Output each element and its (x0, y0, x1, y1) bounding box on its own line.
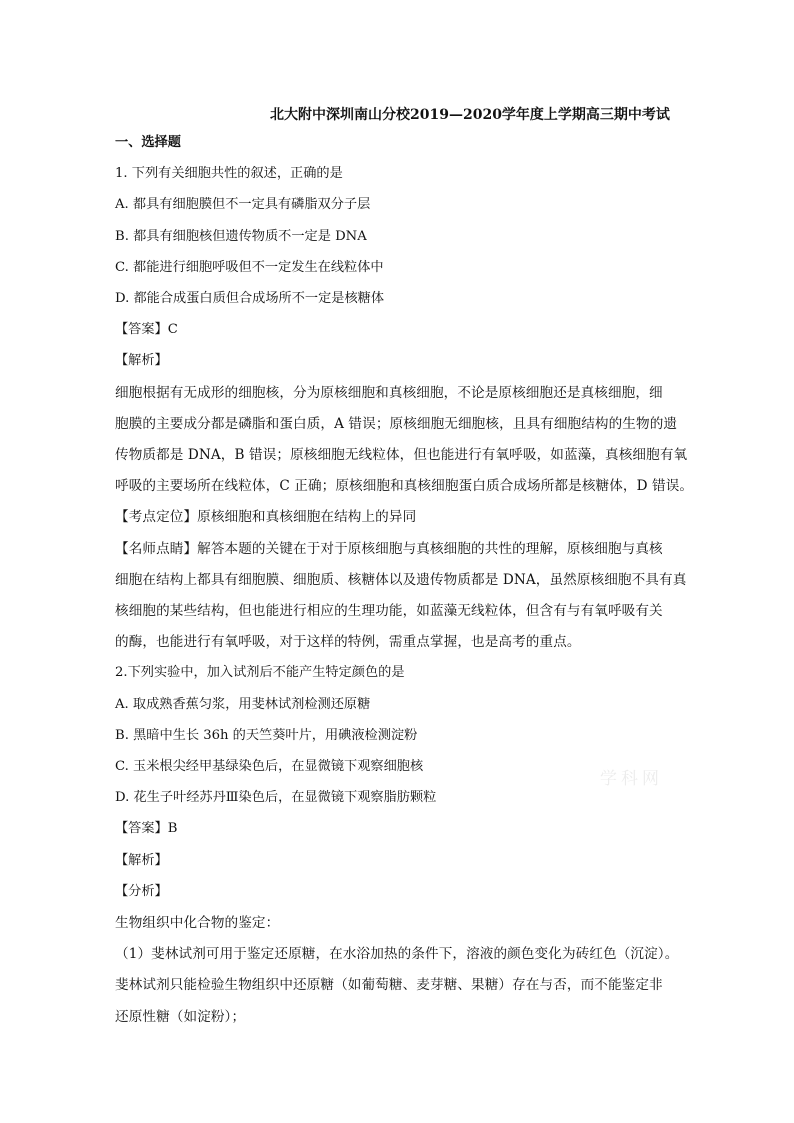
question-2-option-c: C. 玉米根尖经甲基绿染色后，在显微镜下观察细胞核 (115, 759, 424, 774)
question-2-option-b: B. 黑暗中生长 36h 的天竺葵叶片，用碘液检测淀粉 (115, 728, 418, 743)
question-2-option-a: A. 取成熟香蕉匀浆，用斐林试剂检测还原糖 (115, 697, 371, 712)
question-1-stem: 1. 下列有关细胞共性的叙述，正确的是 (115, 166, 343, 181)
question-1-option-d: D. 都能合成蛋白质但合成场所不一定是核糖体 (115, 291, 385, 306)
page-title: 北大附中深圳南山分校2019—2020学年度上学期高三期中考试 (270, 107, 670, 123)
question-1-mingshi-line: 的酶，也能进行有氧呼吸，对于这样的特例，需重点掌握，也是高考的重点。 (115, 634, 581, 650)
question-2-body-line: 斐林试剂只能检验生物组织中还原糖（如葡萄糖、麦芽糖、果糖）存在与否，而不能鉴定非 (115, 977, 663, 993)
question-2-fenxi-label: 【分析】 (115, 884, 168, 899)
question-1-option-b: B. 都具有细胞核但遗传物质不一定是 DNA (115, 229, 367, 244)
question-1-kaodian: 【考点定位】原核细胞和真核细胞在结构上的异同 (115, 509, 417, 525)
question-1-analysis-line: 胞膜的主要成分都是磷脂和蛋白质，A 错误；原核细胞无细胞核，且具有细胞结构的生物的遗 (115, 416, 678, 432)
question-1-option-c: C. 都能进行细胞呼吸但不一定发生在线粒体中 (115, 260, 384, 275)
question-1-analysis-line: 细胞根据有无成形的细胞核，分为原核细胞和真核细胞，不论是原核细胞还是真核细胞，细 (115, 385, 663, 401)
section-heading: 一、选择题 (115, 135, 181, 150)
question-1-option-a: A. 都具有细胞膜但不一定具有磷脂双分子层 (115, 197, 371, 212)
question-1-analysis-line: 传物质都是 DNA，B 错误；原核细胞无线粒体，但也能进行有氧呼吸，如蓝藻，真核细胞有氧 (115, 447, 688, 463)
question-1-mingshi-line: 细胞在结构上都具有细胞膜、细胞质、核糖体以及遗传物质都是 DNA，虽然原核细胞不具有真 (115, 572, 687, 588)
question-2-stem: 2.下列实验中，加入试剂后不能产生特定颜色的是 (115, 665, 405, 680)
question-1-mingshi-line: 核细胞的某些结构，但也能进行相应的生理功能，如蓝藻无线粒体，但含有与有氧呼吸有关 (115, 603, 663, 619)
question-1-answer: 【答案】C (115, 322, 178, 337)
question-2-answer: 【答案】B (115, 821, 178, 836)
question-2-body-line: 还原性糖（如淀粉）； (115, 1009, 246, 1025)
watermark: 学科网 (600, 769, 663, 789)
question-1-analysis-label: 【解析】 (115, 353, 168, 368)
question-2-option-d: D. 花生子叶经苏丹Ⅲ染色后，在显微镜下观察脂肪颗粒 (115, 790, 437, 805)
question-2-body-line: 生物组织中化合物的鉴定： (115, 915, 280, 931)
question-2-analysis-label: 【解析】 (115, 853, 168, 868)
question-1-mingshi-line: 【名师点睛】解答本题的关键在于对于原核细胞与真核细胞的共性的理解，原核细胞与真核 (115, 541, 663, 557)
question-2-body-line: （1）斐林试剂可用于鉴定还原糖，在水浴加热的条件下，溶液的颜色变化为砖红色（沉淀）。 (115, 946, 679, 962)
question-1-analysis-line: 呼吸的主要场所在线粒体，C 正确；原核细胞和真核细胞蛋白质合成场所都是核糖体，D 错误。 (115, 478, 694, 494)
